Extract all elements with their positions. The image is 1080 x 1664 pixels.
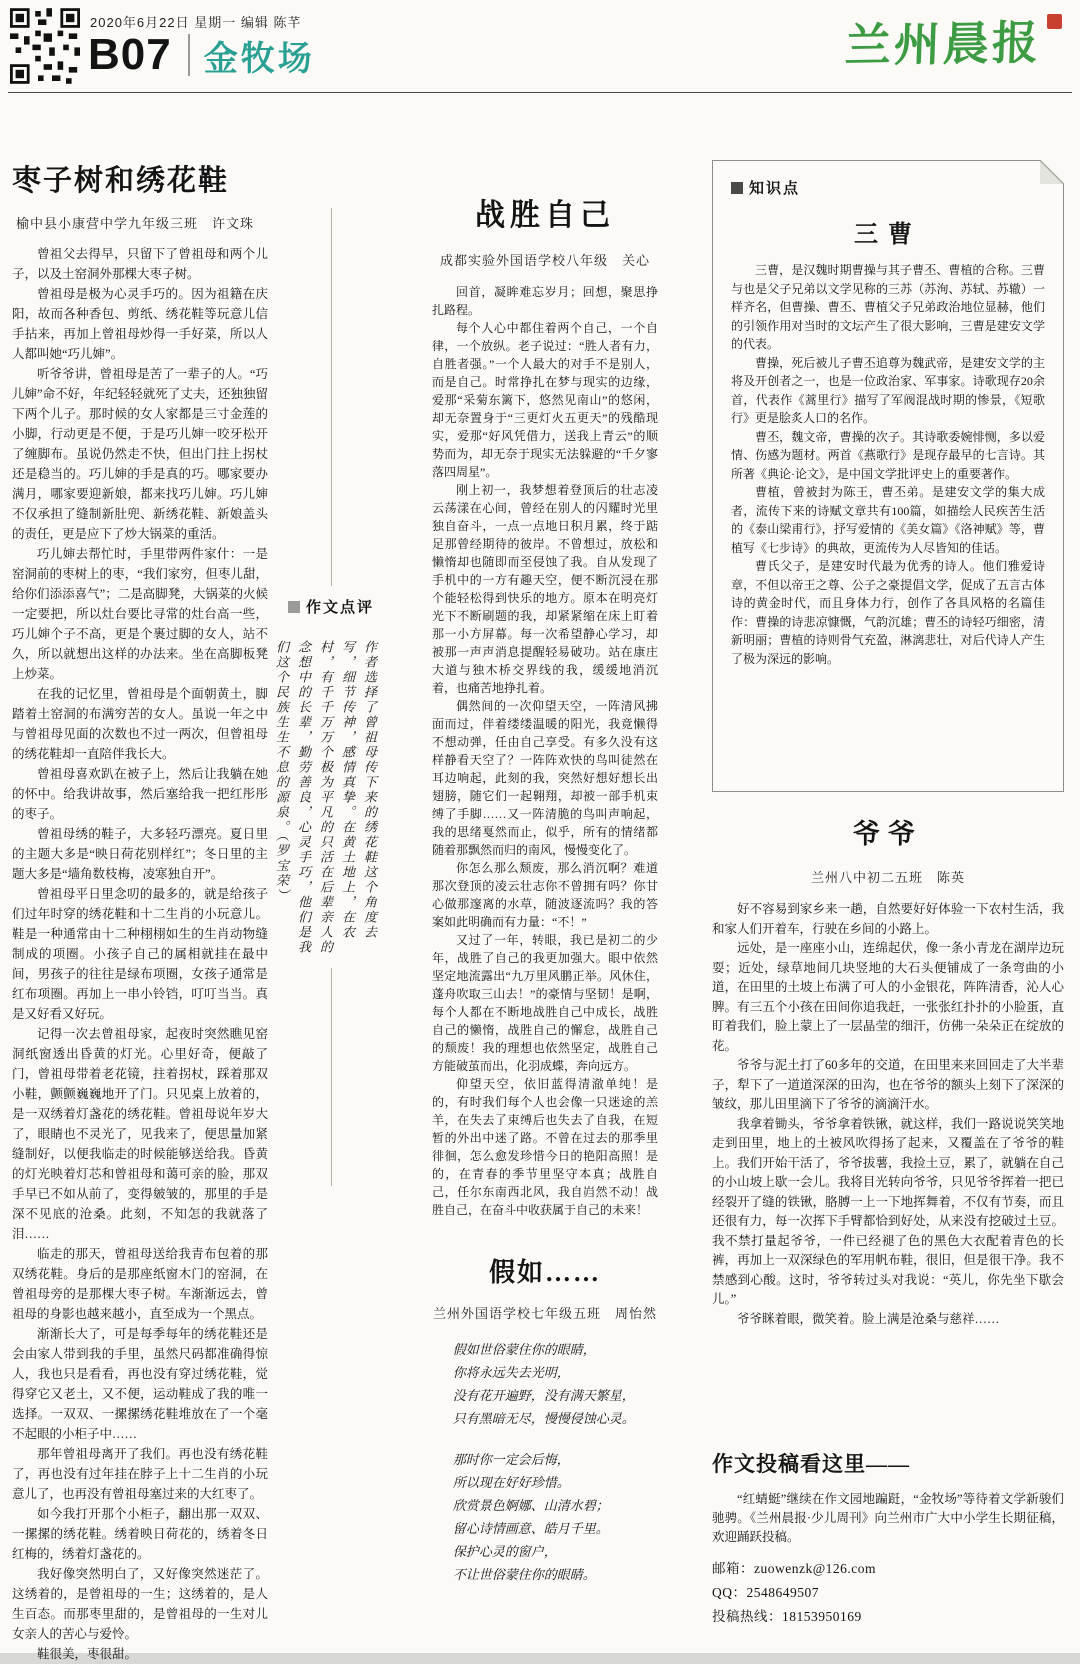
masthead <box>845 8 1062 74</box>
paragraph: 回首，凝眸难忘岁月；回想，聚思挣扎路程。 <box>432 285 658 317</box>
poem <box>432 1338 658 1586</box>
paragraph: 你怎么那么颓废，那么消沉啊？难道那次登顶的凌云壮志你不曾拥有吗？你甘心做那邃离的水草，随波逐流吗？我的答案如此明确而有力量：“不！” <box>432 861 658 929</box>
paragraph: 曹操，死后被儿子曹丕追尊为魏武帝，是建安文学的主将及开创者之一，也是一位政治家、军事家。诗歌现存20余首，代表作《蒿里行》描写了军阀混战时期的惨景，《短歌行》更是脍炙人口的名作。 <box>731 355 1045 425</box>
paragraph: 我拿着锄头，爷爷拿着铁锹，就这样，我们一路说说笑笑地走到田里，地上的土被风吹得扬了起来，又覆盖在了爷爷的鞋上。我们开始干活了，爷爷拔薯，我捡土豆，累了，就躺在自己的小山坡上歇一会儿。我将目光转向爷爷，只见爷爷挥着一把已经裂开了缝的铁锹，胳膊一上一下地挥舞着，不仅有节奏，而且还很有力，每一次挥下手臂都恰到好处，从来没有挖破过土豆。我不禁打量起爷爷，一件已经褪了色的黑色大衣配着青色的长裤，再加上一双深绿色的军用帆布鞋，很旧，但是很干净。我不禁感到心酸。这时，爷爷转过头对我说：“英儿，你先坐下歇会儿。” <box>712 1116 1064 1306</box>
knowledge-section-label <box>731 177 1045 198</box>
paragraph: 鞋很美，枣很甜。 <box>37 1647 138 1661</box>
poem-line: 所以现在好好珍惜。 <box>452 1475 570 1490</box>
poem-stanza <box>453 1448 658 1586</box>
poem-line: 没有花开遍野，没有满天繁星， <box>452 1388 635 1403</box>
paragraph: 在我的记忆里，曾祖母是个面朝黄土，脚踏着土窑洞的布满穷苦的女人。虽说一年之中与曾祖母见面的次数也不过一两次，但曾祖母的绣花鞋却一直陪伴我长大。 <box>12 687 268 761</box>
paragraph: 爷爷与泥土打了60多年的交道，在田里来来回回走了大半辈子，犁下了一道道深深的田沟，也在爷爷的额头上刻下了深深的皱纹，那儿田里滴下了爷爷的滴滴汗水。 <box>712 1058 1064 1111</box>
paragraph: 远处，是一座座小山，连绵起伏，像一条小青龙在湖岸边玩耍；近处，绿草地间几块竖地的大石头便铺成了一条弯曲的小道，在田里的土坡上布满了可人的小金银花，阵阵清香，沁人心脾。有三五个小孩在田间你追我赶，一张张红扑扑的小脸蛋，直盯着我们，脸上蒙上了一层晶莹的细汗，仿佛一朵朵正在绽放的花。 <box>712 941 1064 1053</box>
paragraph: 每个人心中都住着两个自己，一个自律，一个放纵。老子说过：“胜人者有力，自胜者强。”一个人最大的对手不是别人，而是自己。时常挣扎在梦与现实的边缘，爱那“采菊东篱下，悠然见南山”的悠闲，却无奈置身于“三更灯火五更天”的残酷现实，爱那“好风凭借力，送我上青云”的顺势而为，却无奈于现实无法躲避的“千夕寥落四周星”。 <box>432 321 658 479</box>
comment-vertical-text: 作者选择了曾祖母传下来的绣花鞋这个角度去写，细节传神，感情真挚。在黄土地上，在农村，有千千万万个极为平凡的只活在后辈亲人的念想中的长辈，勤劳善良，心灵手巧，他们是我们这个民族生生不息的源泉。（罗宝荣） <box>274 640 377 955</box>
paragraph: 刚上初一，我梦想着登顶后的壮志凌云荡漾在心间，曾经在别人的闪耀时光里独自奋斗，一点一点地日积月累，终于踮足那曾经期待的彼岸。不曾想过，放松和懒惰却也随即而至侵蚀了我。自从发现了手机中的一方有趣天空，便不断沉浸在那个能轻松得到快乐的地方。原本在明亮灯光下不断刷题的我，却紧紧缩在床上盯着那一小方屏幕。每一次希望静心学习，却被那一声声消息提醒轻易破功。站在康庄大道与独木桥交界线的我，缓缓地消沉着，也痛苦地挣扎着。 <box>432 483 658 695</box>
submission-body <box>712 1490 1064 1547</box>
contact-line: 投稿热线：18153950169 <box>712 1609 862 1624</box>
paragraph: 渐渐长大了，可是每季每年的绣花鞋还是会由家人带到我的手里，虽然尺码都准确得惊人，我也只是看看，再也没有穿过绣花鞋，觉得穿它又老土，又不便，运动鞋成了我的唯一选择。一双双、一摞摞绣花鞋堆放在了一个毫不起眼的小柜子中…… <box>12 1327 268 1441</box>
comment-label-text: 作文点评 <box>306 599 375 616</box>
knowledge-body <box>731 261 1045 751</box>
paragraph: “红蜻蜓”继续在作文园地蹁跹，“金牧场”等待着文学新骏们驰骋。《兰州晨报·少儿周刊》向兰州市广大中小学生长期征稿，欢迎踊跃投稿。 <box>712 1492 1064 1544</box>
knowledge-label-text: 知识点 <box>749 180 801 197</box>
section-name: 金牧场 <box>203 39 315 78</box>
submission-notice <box>712 1448 1064 1629</box>
paragraph: 仰望天空，依旧蓝得清澈单纯！是的，有时我们每个人也会像一只迷途的羔羊，在失去了束缚后也失去了自我，在短暂的外出中迷了路。不曾在过去的那季里徘徊，怎么愈发珍惜今日的艳阳高照！是的，在青春的季节里坚守本真；战胜自己，任尔东南西北风，我自岿然不动！战胜自己，在奋斗中收获属于自己的未来！ <box>432 1077 658 1217</box>
poem-line: 欣赏景色婀娜、山清水碧； <box>452 1498 609 1513</box>
header-rule <box>8 92 1072 93</box>
page-number: B07 <box>88 30 172 79</box>
knowledge-box <box>712 160 1064 792</box>
article-title: 战胜自己 <box>475 199 615 232</box>
paragraph: 巧儿婶去帮忙时，手里带两件家什：一是窑洞前的枣树上的枣，“我们家穷，但枣儿甜，给你们添添喜气”；二是高脚凳，大锅菜的火候一定要把，所以灶台要比寻常的灶台高一些，巧儿婶个子不高，更是个裹过脚的女人，站不久，所以就想出这样的办法来。坐在高脚板凳上炒菜。 <box>12 547 268 681</box>
poem-stanza <box>453 1338 658 1430</box>
article-title: 爷爷 <box>853 819 923 849</box>
paragraph: 曾祖母喜欢趴在被子上，然后让我躺在她的怀中。给我讲故事，然后塞给我一把红彤彤的枣子。 <box>12 767 268 821</box>
poem-line: 不让世俗蒙住你的眼睛。 <box>452 1567 596 1582</box>
article-byline: 成都实验外国语学校八年级 关心 <box>439 253 650 268</box>
square-marker-icon <box>731 182 743 194</box>
date-line: 2020年6月22日 星期一 编辑 陈芊 <box>90 15 302 30</box>
masthead-title: 兰州晨报 <box>844 17 1042 72</box>
article-byline: 榆中县小康营中学九年级三班 许文珠 <box>16 216 255 231</box>
paragraph: 偶然间的一次仰望天空，一阵清风拂面而过，伴着缕缕温暖的阳光，我竟懒得不想动弹，任由自己享受。有多久没有这样静看天空了？一阵阵欢快的鸟叫徒然在耳边响起，此刻的我，突然好想好想长出翅膀，随它们一起翱翔，却被一部手机束缚了手脚……又一阵清脆的鸟叫声响起，我的思绪戛然而止，似乎，所有的情绪都随着那飘然而归的南风，慢慢变化了。 <box>432 699 658 857</box>
article-body <box>712 900 1064 1448</box>
article-yeye <box>712 812 1064 1448</box>
paragraph: 曾祖母是极为心灵手巧的。因为祖籍在庆阳，故而各种香包、剪纸、绣花鞋等玩意儿信手拈来，再加上曾祖母炒得一手好菜，所以人人都叫她“巧儿婶”。 <box>12 287 268 361</box>
masthead-seal-icon <box>1047 14 1062 29</box>
page-fold-corner <box>1040 160 1064 184</box>
paragraph: 曾祖父去得早，只留下了曾祖母和两个儿子，以及土窑洞外那棵大枣子树。 <box>12 247 268 281</box>
poem-line: 你将永远失去光明， <box>452 1365 570 1380</box>
poem-line: 那时你一定会后悔， <box>452 1452 570 1467</box>
poem-line: 只有黑暗无尽，慢慢侵蚀心灵。 <box>452 1411 635 1426</box>
contact-line: 邮箱：zuowenzk@126.com <box>712 1561 877 1576</box>
article-body <box>432 283 658 1221</box>
poem-line: 保护心灵的窗户， <box>452 1544 557 1559</box>
article-zhansheng <box>432 190 658 1221</box>
divider-line <box>331 968 332 1186</box>
paragraph: 又过了一年，转眼，我已是初二的少年，战胜了自己的我更加强大。眼中依然坚定地流露出“九万里风鹏正举。风休住，蓬舟吹取三山去！”的豪情与坚韧！是啊，每个人都在不断地战胜自己中成长，战胜自己的懒惰，战胜自己的懈怠，战胜自己的颓废！我的理想也依然坚定，战胜自己方能破茧而出，化羽成蝶，奔向远方。 <box>432 933 658 1073</box>
paragraph: 听爷爷讲，曾祖母是苦了一辈子的人。“巧儿婶”命不好，年纪轻轻就死了丈夫，还独独留下两个儿子。那时候的女人家都是三寸金莲的小脚，行动更是不便，于是巧儿婶一咬牙松开了缠脚布。虽说仍然走不快，但出门拄上拐杖还是稳当的。巧儿婶的手是真的巧。哪家要办满月，哪家要迎新娘，都来找巧儿婶。巧儿婶不仅承担了缝制新肚兜、新绣花鞋、新娘盖头的责任，更是应下了炒大锅菜的重活。 <box>12 367 268 541</box>
paragraph: 爷爷眯着眼，微笑着。脸上满是沧桑与慈祥…… <box>737 1311 1000 1326</box>
comment-section-label <box>288 596 374 617</box>
paragraph: 记得一次去曾祖母家，起夜时突然瞧见窑洞纸窗透出昏黄的灯光。心里好奇，便敲了门，曾祖母带着老花镜，拄着拐杖，踩着那双小鞋，颤颤巍巍地开了门。只见桌上放着的，是一双绣着灯盏花的绣花鞋。曾祖母说年岁大了，眼睛也不灵光了，见我来了，便思量加紧缝制好，以便我临走的时候能够送给我。昏黄的灯光映着灯芯和曾祖母和蔼可亲的脸，那双手早已不如从前了，变得皴皱的，那里的手是深不见底的沧桑。此刻，不知怎的我就落了泪…… <box>12 1027 268 1241</box>
header-divider <box>188 34 190 76</box>
contact-line: QQ：2548649507 <box>712 1585 819 1600</box>
paragraph: 如今我打开那个小柜子，翻出那一双双、一摞摞的绣花鞋。绣着映日荷花的，绣着冬日红梅的，绣着灯盏花的。 <box>12 1507 268 1561</box>
paragraph: 曹氏父子，是建安时代最为优秀的诗人。他们雅爱诗章，不但以帝王之尊、公子之豪提倡文学，促成了五言古体诗的黄金时代，而且身体力行，创作了各具风格的名篇佳作：曹操的诗悲凉慷慨，气韵沉雄；曹丕的诗轻巧细密，清新明丽；曹植的诗则骨气充盈，淋漓悲壮，对后代诗人产生了极为深远的影响。 <box>731 559 1045 666</box>
paragraph: 曹丕，魏文帝，曹操的次子。其诗歌委婉悱恻，多以爱情、伤感为题材。两首《燕歌行》是现存最早的七言诗。其所著《典论·论文》，是中国文学批评史上的重要著作。 <box>731 429 1045 481</box>
poem-line: 假如世俗蒙住你的眼睛， <box>452 1342 596 1357</box>
square-marker-icon <box>288 601 300 613</box>
divider-line <box>331 208 332 586</box>
paragraph: 曾祖母绣的鞋子，大多轻巧漂亮。夏日里的主题大多是“映日荷花别样红”；冬日里的主题大多是“墙角数枝梅，凌寒独自开”。 <box>12 827 268 881</box>
poem-line: 留心诗情画意、皓月千里。 <box>452 1521 609 1536</box>
contact-info <box>712 1557 1064 1629</box>
paragraph: 曾祖母平日里念叨的最多的，就是给孩子们过年时穿的绣花鞋和十二生肖的小玩意儿。鞋是一种通常由十二种栩栩如生的生肖动物缝制成的项圈。小孩子自己的属相就挂在最中间，男孩子的往往是绿布项圈，女孩子通常是红布项圈。再加上一串小铃铛，叮叮当当。真是又好看又好玩。 <box>12 887 268 1021</box>
page-header <box>88 30 315 80</box>
paragraph: 那年曾祖母离开了我们。再也没有绣花鞋了，再也没有过年挂在脖子上十二生肖的小玩意儿了，也再没有曾祖母塞过来的大红枣了。 <box>12 1447 268 1501</box>
article-jiaru <box>432 1252 658 1604</box>
paragraph: 我好像突然明白了，又好像突然迷茫了。这绣着的，是曾祖母的一生；这绣着的，是人生百态。而那枣里甜的，是曾祖母的一生对儿女亲人的苦心与爱怜。 <box>12 1567 268 1641</box>
paragraph: 好不容易到家乡来一趟，自然要好好体验一下农村生活，我和家人们开着车，行驶在乡间的小路上。 <box>712 902 1064 936</box>
paragraph: 曹植，曾被封为陈王，曹丕弟。是建安文学的集大成者，流传下来的诗赋文章共有100篇，如描绘人民疾苦生活的《泰山梁甫行》，抒写爱情的《美女篇》《洛神赋》等，曹植写《七步诗》的典故，更流传为人尽皆知的佳话。 <box>731 485 1045 555</box>
article-body <box>12 244 268 1664</box>
article-byline: 兰州八中初二五班 陈英 <box>810 870 965 885</box>
article-title: 枣子树和绣花鞋 <box>12 165 230 197</box>
article-title: 假如…… <box>488 1258 601 1287</box>
article-zaozishu <box>12 158 268 1664</box>
paragraph: 三曹，是汉魏时期曹操与其子曹丕、曹植的合称。三曹与也是父子兄弟以文学见称的三苏（苏洵、苏轼、苏辙）一样齐名，但曹操、曹丕、曹植父子兄弟政治地位显赫，他们的引领作用对当时的文坛产生了很大影响，三曹是建安文学的代表。 <box>731 263 1045 351</box>
article-byline: 兰州外国语学校七年级五班 周怡然 <box>432 1306 657 1321</box>
qr-code-icon <box>10 8 80 84</box>
knowledge-title: 三曹 <box>854 222 922 248</box>
submission-title: 作文投稿看这里—— <box>712 1452 910 1476</box>
paragraph: 临走的那天，曾祖母送给我青布包着的那双绣花鞋。身后的是那座纸窗木门的窑洞，在曾祖母旁的是那棵大枣子树。车渐渐远去，曾祖母的身影也越来越小，直至成为一个黑点。 <box>12 1247 268 1321</box>
